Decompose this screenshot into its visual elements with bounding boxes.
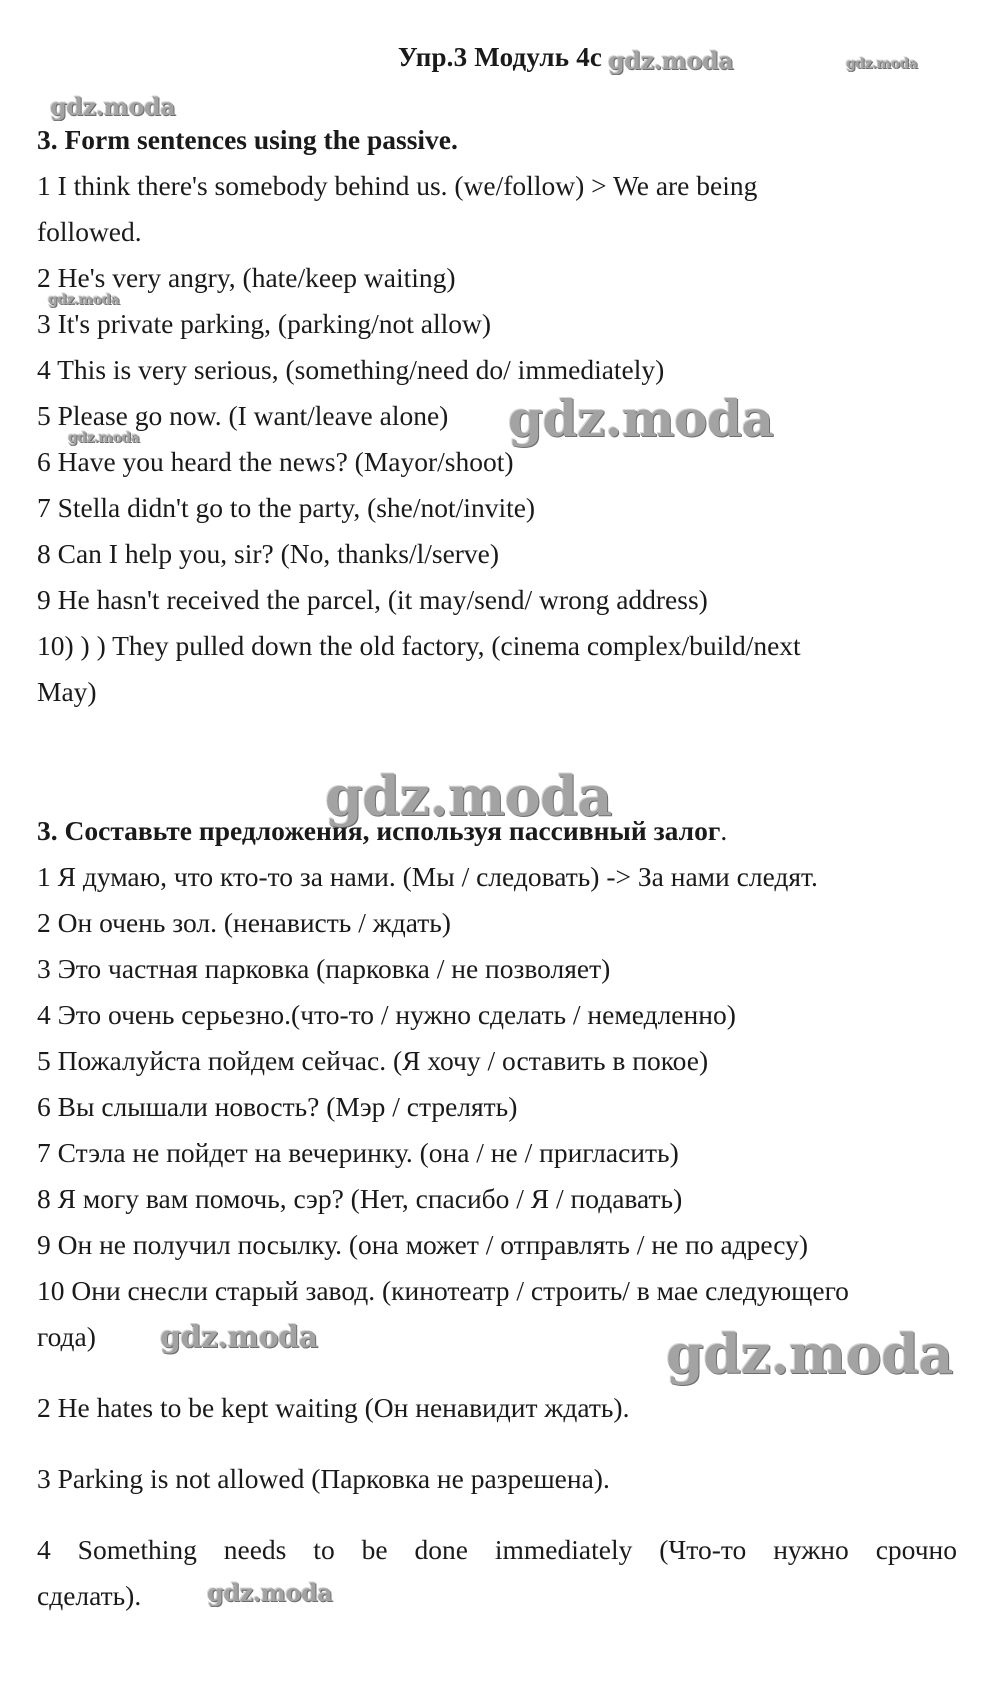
- russian-line: 10 Они снесли старый завод. (кинотеатр / строить/ в мае следующего: [37, 1275, 849, 1306]
- english-line: 2 He's very angry, (hate/keep waiting): [37, 262, 456, 293]
- watermark: gdz.moda: [160, 1320, 318, 1355]
- answer-line: 2 He hates to be kept waiting (Он ненавидит ждать).: [37, 1392, 630, 1423]
- english-line: 6 Have you heard the news? (Mayor/shoot): [37, 446, 514, 477]
- english-line: 8 Can I help you, sir? (No, thanks/l/serve): [37, 538, 500, 569]
- watermark: gdz.moda: [325, 764, 612, 828]
- russian-line: 7 Стэла не пойдет на вечеринку. (она / не / пригласить): [37, 1137, 679, 1168]
- english-line: 3 It's private parking, (parking/not allow): [37, 308, 492, 339]
- english-line: 10) ) ) They pulled down the old factory, (cinema complex/build/next: [37, 630, 801, 661]
- answer-line: 3 Parking is not allowed (Парковка не разрешена).: [37, 1463, 610, 1494]
- watermark: gdz.moda: [666, 1322, 953, 1386]
- english-heading: 3. Form sentences using the passive.: [37, 124, 458, 155]
- watermark: gdz.moda: [608, 46, 734, 75]
- answer-line: 4 Something needs to be done immediately (Что-то нужно срочно: [37, 1534, 957, 1565]
- russian-line: 4 Это очень серьезно.(что-то / нужно сделать / немедленно): [37, 999, 736, 1030]
- russian-line: 6 Вы слышали новость? (Мэр / стрелять): [37, 1091, 518, 1122]
- russian-line: 9 Он не получил посылку. (она может / отправлять / не по адресу): [37, 1229, 809, 1260]
- watermark: gdz.moda: [508, 389, 774, 448]
- watermark: gdz.moda: [50, 92, 176, 121]
- russian-line: 3 Это частная парковка (парковка / не позволяет): [37, 953, 611, 984]
- russian-line: 8 Я могу вам помочь, сэр? (Нет, спасибо / Я / подавать): [37, 1183, 683, 1214]
- english-line: followed.: [37, 216, 142, 247]
- russian-line: 2 Он очень зол. (ненависть / ждать): [37, 907, 451, 938]
- english-line: 9 He hasn't received the parcel, (it may/send/ wrong address): [37, 584, 708, 615]
- page-title: Упр.3 Модуль 4c: [397, 42, 603, 72]
- russian-line: 5 Пожалуйста пойдем сейчас. (Я хочу / оставить в покое): [37, 1045, 709, 1076]
- russian-line: 1 Я думаю, что кто-то за нами. (Мы / следовать) -> За нами следят.: [37, 861, 818, 892]
- english-line: 7 Stella didn't go to the party, (she/not/invite): [37, 492, 536, 523]
- answer-line: сделать).: [37, 1580, 142, 1611]
- russian-heading-text: 3. Составьте предложения, используя пассивный залог: [37, 815, 721, 846]
- watermark: gdz.moda: [846, 56, 918, 72]
- english-line: May): [37, 676, 97, 707]
- english-line: 5 Please go now. (I want/leave alone): [37, 400, 449, 431]
- english-line: 1 I think there's somebody behind us. (we/follow) > We are being: [37, 170, 758, 201]
- watermark: gdz.moda: [207, 1578, 333, 1607]
- watermark: gdz.moda: [48, 292, 120, 308]
- english-line: 4 This is very serious, (something/need do/ immediately): [37, 354, 665, 385]
- russian-heading-period: .: [720, 815, 728, 846]
- watermark: gdz.moda: [68, 430, 140, 446]
- russian-line: года): [37, 1321, 96, 1352]
